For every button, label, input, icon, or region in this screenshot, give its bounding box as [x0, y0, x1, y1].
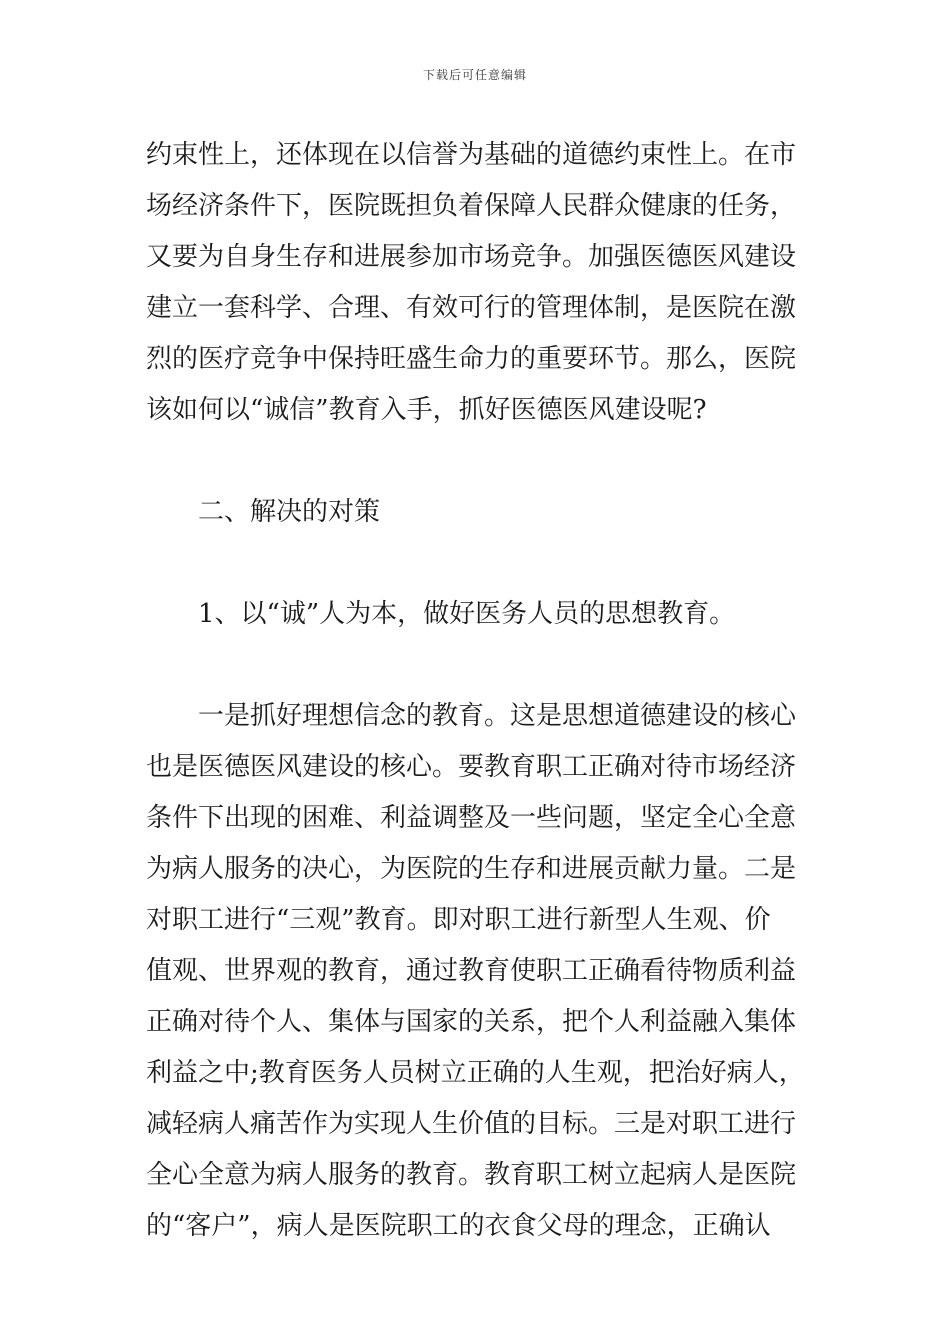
text-line: 烈的医疗竞争中保持旺盛生命力的重要环节。那么，医院 — [146, 344, 797, 374]
text-line: 减轻病人痛苦作为实现人生价值的目标。三是对职工进行 — [146, 1109, 797, 1139]
subheading: 1、以“诚”人为本，做好医务人员的思想教育。 — [198, 599, 736, 629]
paragraph-gap — [146, 538, 806, 589]
text-line: 建立一套科学、合理、有效可行的管理体制，是医院在激 — [146, 293, 797, 323]
text-line: 正确对待个人、集体与国家的关系，把个人利益融入集体 — [146, 1007, 797, 1037]
text-line: 的“客户”，病人是医院职工的衣食父母的理念，正确认 — [146, 1211, 771, 1241]
text-line: 全心全意为病人服务的教育。教育职工树立起病人是医院 — [146, 1160, 797, 1190]
text-line: 一是抓好理想信念的教育。这是思想道德建设的核心 — [198, 701, 797, 731]
text-line: 也是医德医风建设的核心。要教育职工正确对待市场经济 — [146, 752, 797, 782]
text-line: 值观、世界观的教育，通过教育使职工正确看待物质利益 — [146, 956, 797, 986]
document-body — [146, 130, 806, 1252]
paragraph-1 — [146, 130, 806, 436]
text-line: 对职工进行“三观”教育。即对职工进行新型人生观、价 — [146, 905, 771, 935]
text-line: 为病人服务的决心，为医院的生存和进展贡献力量。二是 — [146, 854, 797, 884]
text-line: 又要为自身生存和进展参加市场竞争。加强医德医风建设 — [146, 242, 797, 272]
paragraph-gap — [146, 436, 806, 487]
paragraph-gap — [146, 640, 806, 691]
page-header: 下载后可任意编辑 — [422, 68, 527, 82]
text-line: 约束性上，还体现在以信誉为基础的道德约束性上。在市 — [146, 140, 797, 170]
text-line: 条件下出现的困难、利益调整及一些问题，坚定全心全意 — [146, 803, 797, 833]
paragraph-2 — [146, 691, 806, 1252]
text-line: 利益之中;教育医务人员树立正确的人生观，把治好病人， — [146, 1058, 805, 1088]
section-heading: 二、解决的对策 — [198, 497, 381, 527]
text-line: 该如何以“诚信”教育入手，抓好医德医风建设呢? — [146, 395, 707, 425]
text-line: 场经济条件下，医院既担负着保障人民群众健康的任务， — [146, 191, 797, 221]
